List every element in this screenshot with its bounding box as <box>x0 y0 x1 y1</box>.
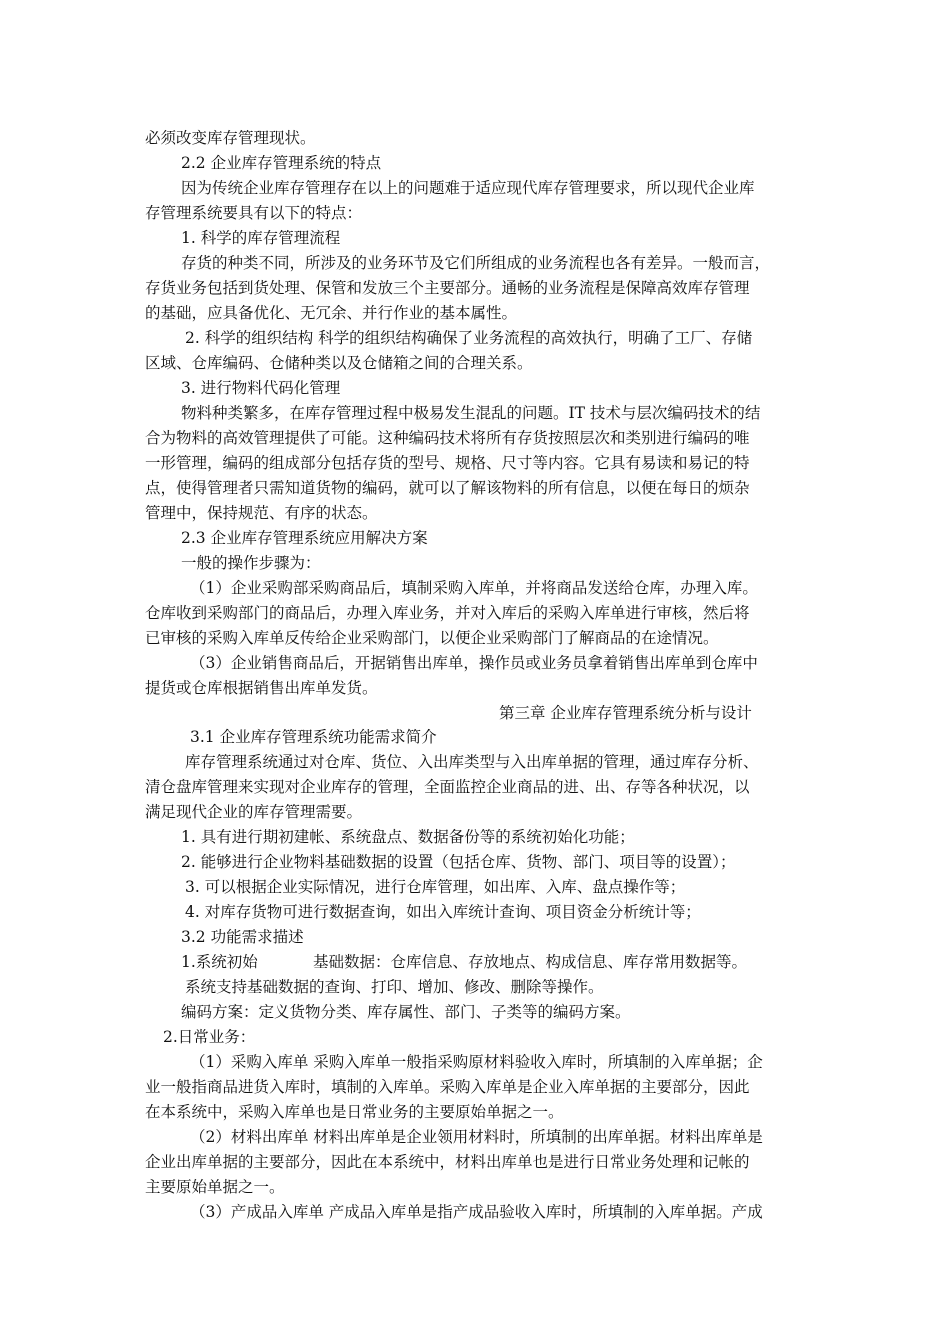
text-line: 系统支持基础数据的查询、打印、增加、修改、删除等操作。 <box>185 978 604 996</box>
text-line: 清仓盘库管理来实现对企业库存的管理，全面监控企业商品的进、出、存等各种状况，以 <box>145 778 750 796</box>
text-line: 区域、仓库编码、仓储种类以及仓储箱之间的合理关系。 <box>145 354 533 372</box>
text-line: （2）材料出库单 材料出库单是企业领用材料时，所填制的出库单据。材料出库单是 <box>190 1128 763 1146</box>
text-line: 业一般指商品进货入库时，填制的入库单。采购入库单是企业入库单据的主要部分，因此 <box>145 1078 750 1096</box>
text-line: （1）企业采购部采购商品后，填制采购入库单，并将商品发送给仓库，办理入库。 <box>190 579 758 597</box>
chapter-heading: 第三章 企业库存管理系统分析与设计 <box>499 704 752 722</box>
section-heading: 2.3 企业库存管理系统应用解决方案 <box>181 529 428 547</box>
text-line: 2. 科学的组织结构 科学的组织结构确保了业务流程的高效执行，明确了工厂、存储 <box>185 329 753 347</box>
list-heading: 1. 科学的库存管理流程 <box>181 229 341 247</box>
text-line: 物料种类繁多，在库存管理过程中极易发生混乱的问题。IT 技术与层次编码技术的结 <box>181 404 761 422</box>
text-line: 编码方案：定义货物分类、库存属性、部门、子类等的编码方案。 <box>181 1003 631 1021</box>
list-item: 3. 可以根据企业实际情况，进行仓库管理，如出库、入库、盘点操作等； <box>185 878 686 896</box>
list-heading: 1.系统初始 <box>181 953 258 971</box>
text-line: （3）产成品入库单 产成品入库单是指产成品验收入库时，所填制的入库单据。产成 <box>190 1203 763 1221</box>
text-line: 已审核的采购入库单反传给企业采购部门，以便企业采购部门了解商品的在途情况。 <box>145 629 719 647</box>
text-line: 存管理系统要具有以下的特点： <box>145 204 363 222</box>
list-item: 2. 能够进行企业物料基础数据的设置（包括仓库、货物、部门、项目等的设置）； <box>181 853 736 871</box>
section-heading: 3.2 功能需求描述 <box>181 928 304 946</box>
text-line: 满足现代企业的库存管理需要。 <box>145 803 363 821</box>
text-line: 存货的种类不同，所涉及的业务环节及它们所组成的业务流程也各有差异。一般而言， <box>181 254 771 272</box>
text-line: （1）采购入库单 采购入库单一般指采购原材料验收入库时，所填制的入库单据；企 <box>190 1053 763 1071</box>
text-line: 管理中，保持规范、有序的状态。 <box>145 504 378 522</box>
text-line: 点，使得管理者只需知道货物的编码，就可以了解该物料的所有信息，以便在每日的烦杂 <box>145 479 750 497</box>
list-heading: 3. 进行物料代码化管理 <box>181 379 341 397</box>
text-line: （3）企业销售商品后，开据销售出库单，操作员或业务员拿着销售出库单到仓库中 <box>190 654 758 672</box>
section-heading: 3.1 企业库存管理系统功能需求简介 <box>190 728 437 746</box>
text-line: 库存管理系统通过对仓库、货位、入出库类型与入出库单据的管理，通过库存分析、 <box>185 753 759 771</box>
text-line: 存货业务包括到货处理、保管和发放三个主要部分。通畅的业务流程是保障高效库存管理 <box>145 279 750 297</box>
text-line: 基础数据：仓库信息、存放地点、构成信息、库存常用数据等。 <box>313 953 748 971</box>
text-line: 必须改变库存管理现状。 <box>145 129 316 147</box>
text-line: 因为传统企业库存管理存在以上的问题难于适应现代库存管理要求，所以现代企业库 <box>181 179 755 197</box>
list-item: 4. 对库存货物可进行数据查询，如出入库统计查询、项目资金分析统计等； <box>185 903 701 921</box>
text-line: 提货或仓库根据销售出库单发货。 <box>145 679 378 697</box>
text-line: 在本系统中，采购入库单也是日常业务的主要原始单据之一。 <box>145 1103 564 1121</box>
text-line: 一般的操作步骤为： <box>181 554 321 572</box>
text-line: 主要原始单据之一。 <box>145 1178 285 1196</box>
list-heading: 2.日常业务： <box>163 1028 256 1046</box>
text-line: 合为物料的高效管理提供了可能。这种编码技术将所有存货按照层次和类别进行编码的唯 <box>145 429 750 447</box>
text-line: 企业出库单据的主要部分，因此在本系统中，材料出库单也是进行日常业务处理和记帐的 <box>145 1153 750 1171</box>
list-item: 1. 具有进行期初建帐、系统盘点、数据备份等的系统初始化功能； <box>181 828 635 846</box>
text-line: 的基础，应具备优化、无冗余、并行作业的基本属性。 <box>145 304 518 322</box>
section-heading: 2.2 企业库存管理系统的特点 <box>181 154 382 172</box>
text-line: 一形管理，编码的组成部分包括存货的型号、规格、尺寸等内容。它具有易读和易记的特 <box>145 454 750 472</box>
text-line: 仓库收到采购部门的商品后，办理入库业务，并对入库后的采购入库单进行审核，然后将 <box>145 604 750 622</box>
